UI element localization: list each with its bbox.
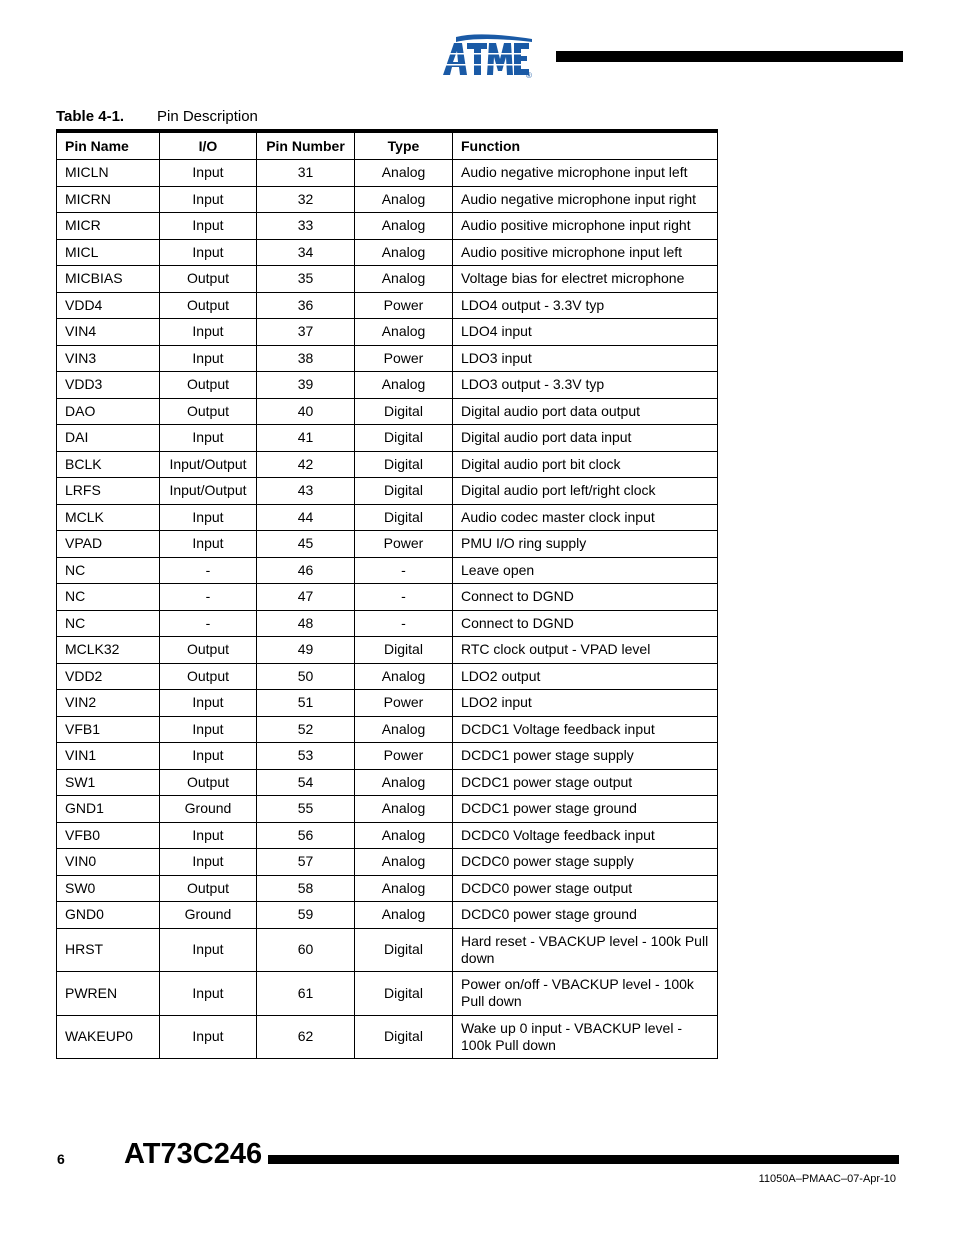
- cell-type: Power: [355, 690, 453, 717]
- cell-function: Voltage bias for electret microphone: [453, 266, 718, 293]
- cell-function: Wake up 0 input - VBACKUP level - 100k Pull down: [453, 1015, 718, 1059]
- cell-function: Digital audio port left/right clock: [453, 478, 718, 505]
- cell-io: Input/Output: [160, 478, 257, 505]
- cell-type: Digital: [355, 398, 453, 425]
- cell-pin-name: DAI: [57, 425, 160, 452]
- cell-pin-number: 60: [257, 928, 355, 972]
- cell-function: DCDC0 power stage output: [453, 875, 718, 902]
- cell-pin-number: 62: [257, 1015, 355, 1059]
- cell-type: Analog: [355, 849, 453, 876]
- cell-pin-number: 45: [257, 531, 355, 558]
- cell-pin-name: MICBIAS: [57, 266, 160, 293]
- cell-pin-number: 51: [257, 690, 355, 717]
- registered-mark: ®: [526, 71, 532, 79]
- cell-io: Input: [160, 716, 257, 743]
- table-number: Table 4-1.: [56, 108, 125, 125]
- cell-pin-name: MICLN: [57, 160, 160, 187]
- cell-function: RTC clock output - VPAD level: [453, 637, 718, 664]
- cell-io: Input: [160, 160, 257, 187]
- cell-function: Hard reset - VBACKUP level - 100k Pull down: [453, 928, 718, 972]
- atmel-logo: [440, 33, 536, 79]
- cell-pin-name: VDD2: [57, 663, 160, 690]
- table-row: [57, 663, 718, 690]
- table-row: [57, 716, 718, 743]
- cell-pin-number: 38: [257, 345, 355, 372]
- cell-type: Power: [355, 743, 453, 770]
- cell-pin-name: MICRN: [57, 186, 160, 213]
- table-row: [57, 451, 718, 478]
- cell-pin-number: 36: [257, 292, 355, 319]
- table-row: [57, 292, 718, 319]
- cell-function: Connect to DGND: [453, 610, 718, 637]
- cell-pin-name: VFB1: [57, 716, 160, 743]
- cell-io: -: [160, 557, 257, 584]
- table-row: [57, 213, 718, 240]
- cell-function: Leave open: [453, 557, 718, 584]
- cell-type: Analog: [355, 663, 453, 690]
- cell-function: LDO3 input: [453, 345, 718, 372]
- cell-function: Audio positive microphone input right: [453, 213, 718, 240]
- page-number: 6: [57, 1151, 65, 1167]
- cell-type: Analog: [355, 160, 453, 187]
- cell-type: Analog: [355, 372, 453, 399]
- table-caption: [56, 108, 258, 125]
- cell-pin-number: 44: [257, 504, 355, 531]
- cell-pin-name: MCLK32: [57, 637, 160, 664]
- cell-function: DCDC1 power stage output: [453, 769, 718, 796]
- cell-pin-number: 54: [257, 769, 355, 796]
- table-row: [57, 610, 718, 637]
- cell-io: Input: [160, 345, 257, 372]
- table-row: [57, 239, 718, 266]
- footer-rule: [268, 1155, 899, 1164]
- cell-function: LDO4 input: [453, 319, 718, 346]
- cell-pin-name: DAO: [57, 398, 160, 425]
- table-row: [57, 972, 718, 1016]
- cell-pin-number: 34: [257, 239, 355, 266]
- cell-io: Input: [160, 239, 257, 266]
- cell-pin-number: 39: [257, 372, 355, 399]
- cell-function: DCDC0 power stage ground: [453, 902, 718, 929]
- table-title: Pin Description: [157, 108, 258, 125]
- cell-pin-number: 59: [257, 902, 355, 929]
- col-header-pin-number: Pin Number: [257, 131, 355, 160]
- table-row: [57, 584, 718, 611]
- cell-function: LDO4 output - 3.3V typ: [453, 292, 718, 319]
- cell-pin-name: VIN1: [57, 743, 160, 770]
- cell-io: Output: [160, 769, 257, 796]
- table-row: [57, 637, 718, 664]
- table-row: [57, 186, 718, 213]
- table-row: [57, 849, 718, 876]
- cell-function: Power on/off - VBACKUP level - 100k Pull down: [453, 972, 718, 1016]
- cell-pin-name: GND1: [57, 796, 160, 823]
- cell-function: Audio negative microphone input right: [453, 186, 718, 213]
- cell-io: Input: [160, 425, 257, 452]
- table-row: [57, 372, 718, 399]
- table-row: [57, 504, 718, 531]
- cell-io: Output: [160, 292, 257, 319]
- cell-function: Digital audio port data output: [453, 398, 718, 425]
- table-body: [57, 160, 718, 1059]
- cell-pin-name: MICL: [57, 239, 160, 266]
- cell-type: Analog: [355, 822, 453, 849]
- table-row: [57, 557, 718, 584]
- cell-pin-number: 61: [257, 972, 355, 1016]
- cell-pin-name: NC: [57, 610, 160, 637]
- cell-io: Input: [160, 319, 257, 346]
- cell-type: Analog: [355, 319, 453, 346]
- cell-pin-number: 40: [257, 398, 355, 425]
- cell-type: Analog: [355, 769, 453, 796]
- cell-io: Output: [160, 875, 257, 902]
- cell-pin-number: 57: [257, 849, 355, 876]
- cell-pin-number: 52: [257, 716, 355, 743]
- cell-pin-name: VIN4: [57, 319, 160, 346]
- cell-io: Input: [160, 213, 257, 240]
- pin-description-table: [56, 129, 718, 1059]
- cell-type: Power: [355, 531, 453, 558]
- cell-io: Input: [160, 972, 257, 1016]
- cell-pin-number: 56: [257, 822, 355, 849]
- table-row: [57, 398, 718, 425]
- cell-function: Audio codec master clock input: [453, 504, 718, 531]
- cell-pin-name: HRST: [57, 928, 160, 972]
- cell-pin-number: 31: [257, 160, 355, 187]
- cell-io: Input: [160, 690, 257, 717]
- cell-function: Connect to DGND: [453, 584, 718, 611]
- cell-type: Digital: [355, 478, 453, 505]
- cell-type: -: [355, 584, 453, 611]
- col-header-function: Function: [453, 131, 718, 160]
- cell-pin-number: 37: [257, 319, 355, 346]
- cell-pin-name: VIN0: [57, 849, 160, 876]
- cell-function: Digital audio port data input: [453, 425, 718, 452]
- cell-io: Output: [160, 266, 257, 293]
- cell-pin-number: 47: [257, 584, 355, 611]
- table-row: [57, 743, 718, 770]
- cell-function: LDO3 output - 3.3V typ: [453, 372, 718, 399]
- cell-type: Digital: [355, 637, 453, 664]
- cell-io: Ground: [160, 902, 257, 929]
- cell-function: DCDC0 power stage supply: [453, 849, 718, 876]
- cell-type: -: [355, 610, 453, 637]
- cell-pin-name: MICR: [57, 213, 160, 240]
- table-row: [57, 690, 718, 717]
- cell-type: Analog: [355, 902, 453, 929]
- cell-pin-name: WAKEUP0: [57, 1015, 160, 1059]
- col-header-io: I/O: [160, 131, 257, 160]
- table-row: [57, 425, 718, 452]
- cell-io: Ground: [160, 796, 257, 823]
- cell-type: Digital: [355, 425, 453, 452]
- cell-function: LDO2 input: [453, 690, 718, 717]
- document-title: AT73C246: [124, 1138, 263, 1170]
- cell-pin-number: 41: [257, 425, 355, 452]
- cell-io: Output: [160, 372, 257, 399]
- cell-io: Input: [160, 186, 257, 213]
- cell-type: Digital: [355, 928, 453, 972]
- col-header-type: Type: [355, 131, 453, 160]
- cell-pin-name: SW1: [57, 769, 160, 796]
- cell-function: DCDC1 power stage ground: [453, 796, 718, 823]
- cell-type: -: [355, 557, 453, 584]
- cell-pin-number: 43: [257, 478, 355, 505]
- cell-type: Analog: [355, 796, 453, 823]
- cell-pin-name: MCLK: [57, 504, 160, 531]
- cell-pin-number: 53: [257, 743, 355, 770]
- cell-function: Audio positive microphone input left: [453, 239, 718, 266]
- cell-type: Analog: [355, 186, 453, 213]
- cell-function: DCDC1 Voltage feedback input: [453, 716, 718, 743]
- cell-type: Analog: [355, 716, 453, 743]
- cell-pin-name: NC: [57, 584, 160, 611]
- table-header-row: [57, 131, 718, 160]
- cell-function: DCDC1 power stage supply: [453, 743, 718, 770]
- table-row: [57, 822, 718, 849]
- cell-pin-name: VDD4: [57, 292, 160, 319]
- cell-pin-name: LRFS: [57, 478, 160, 505]
- table-row: [57, 266, 718, 293]
- cell-io: Output: [160, 663, 257, 690]
- cell-io: Input: [160, 531, 257, 558]
- cell-pin-name: BCLK: [57, 451, 160, 478]
- cell-type: Power: [355, 345, 453, 372]
- cell-pin-number: 32: [257, 186, 355, 213]
- cell-type: Analog: [355, 875, 453, 902]
- table-row: [57, 160, 718, 187]
- table-row: [57, 478, 718, 505]
- cell-pin-number: 48: [257, 610, 355, 637]
- cell-pin-name: VDD3: [57, 372, 160, 399]
- cell-function: LDO2 output: [453, 663, 718, 690]
- cell-type: Analog: [355, 266, 453, 293]
- cell-pin-number: 50: [257, 663, 355, 690]
- cell-pin-name: GND0: [57, 902, 160, 929]
- cell-function: DCDC0 Voltage feedback input: [453, 822, 718, 849]
- cell-io: -: [160, 610, 257, 637]
- table-row: [57, 769, 718, 796]
- cell-io: Input/Output: [160, 451, 257, 478]
- table-row: [57, 1015, 718, 1059]
- table-row: [57, 319, 718, 346]
- document-id: 11050A–PMAAC–07-Apr-10: [758, 1173, 896, 1185]
- cell-io: Output: [160, 398, 257, 425]
- table-row: [57, 531, 718, 558]
- cell-pin-name: SW0: [57, 875, 160, 902]
- cell-pin-number: 33: [257, 213, 355, 240]
- cell-pin-name: VFB0: [57, 822, 160, 849]
- cell-type: Digital: [355, 1015, 453, 1059]
- header-rule: [556, 51, 903, 62]
- cell-io: Output: [160, 637, 257, 664]
- cell-type: Digital: [355, 451, 453, 478]
- cell-io: -: [160, 584, 257, 611]
- table-row: [57, 796, 718, 823]
- cell-function: Audio negative microphone input left: [453, 160, 718, 187]
- cell-io: Input: [160, 849, 257, 876]
- cell-pin-name: NC: [57, 557, 160, 584]
- cell-pin-name: VPAD: [57, 531, 160, 558]
- cell-pin-number: 46: [257, 557, 355, 584]
- table-row: [57, 928, 718, 972]
- cell-io: Input: [160, 928, 257, 972]
- cell-function: PMU I/O ring supply: [453, 531, 718, 558]
- cell-io: Input: [160, 504, 257, 531]
- table-row: [57, 345, 718, 372]
- cell-io: Input: [160, 822, 257, 849]
- cell-type: Digital: [355, 972, 453, 1016]
- cell-io: Input: [160, 1015, 257, 1059]
- table-row: [57, 875, 718, 902]
- cell-pin-number: 42: [257, 451, 355, 478]
- cell-pin-number: 49: [257, 637, 355, 664]
- cell-type: Digital: [355, 504, 453, 531]
- cell-type: Analog: [355, 213, 453, 240]
- cell-pin-name: VIN2: [57, 690, 160, 717]
- table-row: [57, 902, 718, 929]
- cell-pin-number: 55: [257, 796, 355, 823]
- cell-pin-number: 58: [257, 875, 355, 902]
- cell-pin-name: VIN3: [57, 345, 160, 372]
- cell-type: Power: [355, 292, 453, 319]
- cell-io: Input: [160, 743, 257, 770]
- cell-type: Analog: [355, 239, 453, 266]
- cell-pin-number: 35: [257, 266, 355, 293]
- cell-function: Digital audio port bit clock: [453, 451, 718, 478]
- col-header-pin-name: Pin Name: [57, 131, 160, 160]
- cell-pin-name: PWREN: [57, 972, 160, 1016]
